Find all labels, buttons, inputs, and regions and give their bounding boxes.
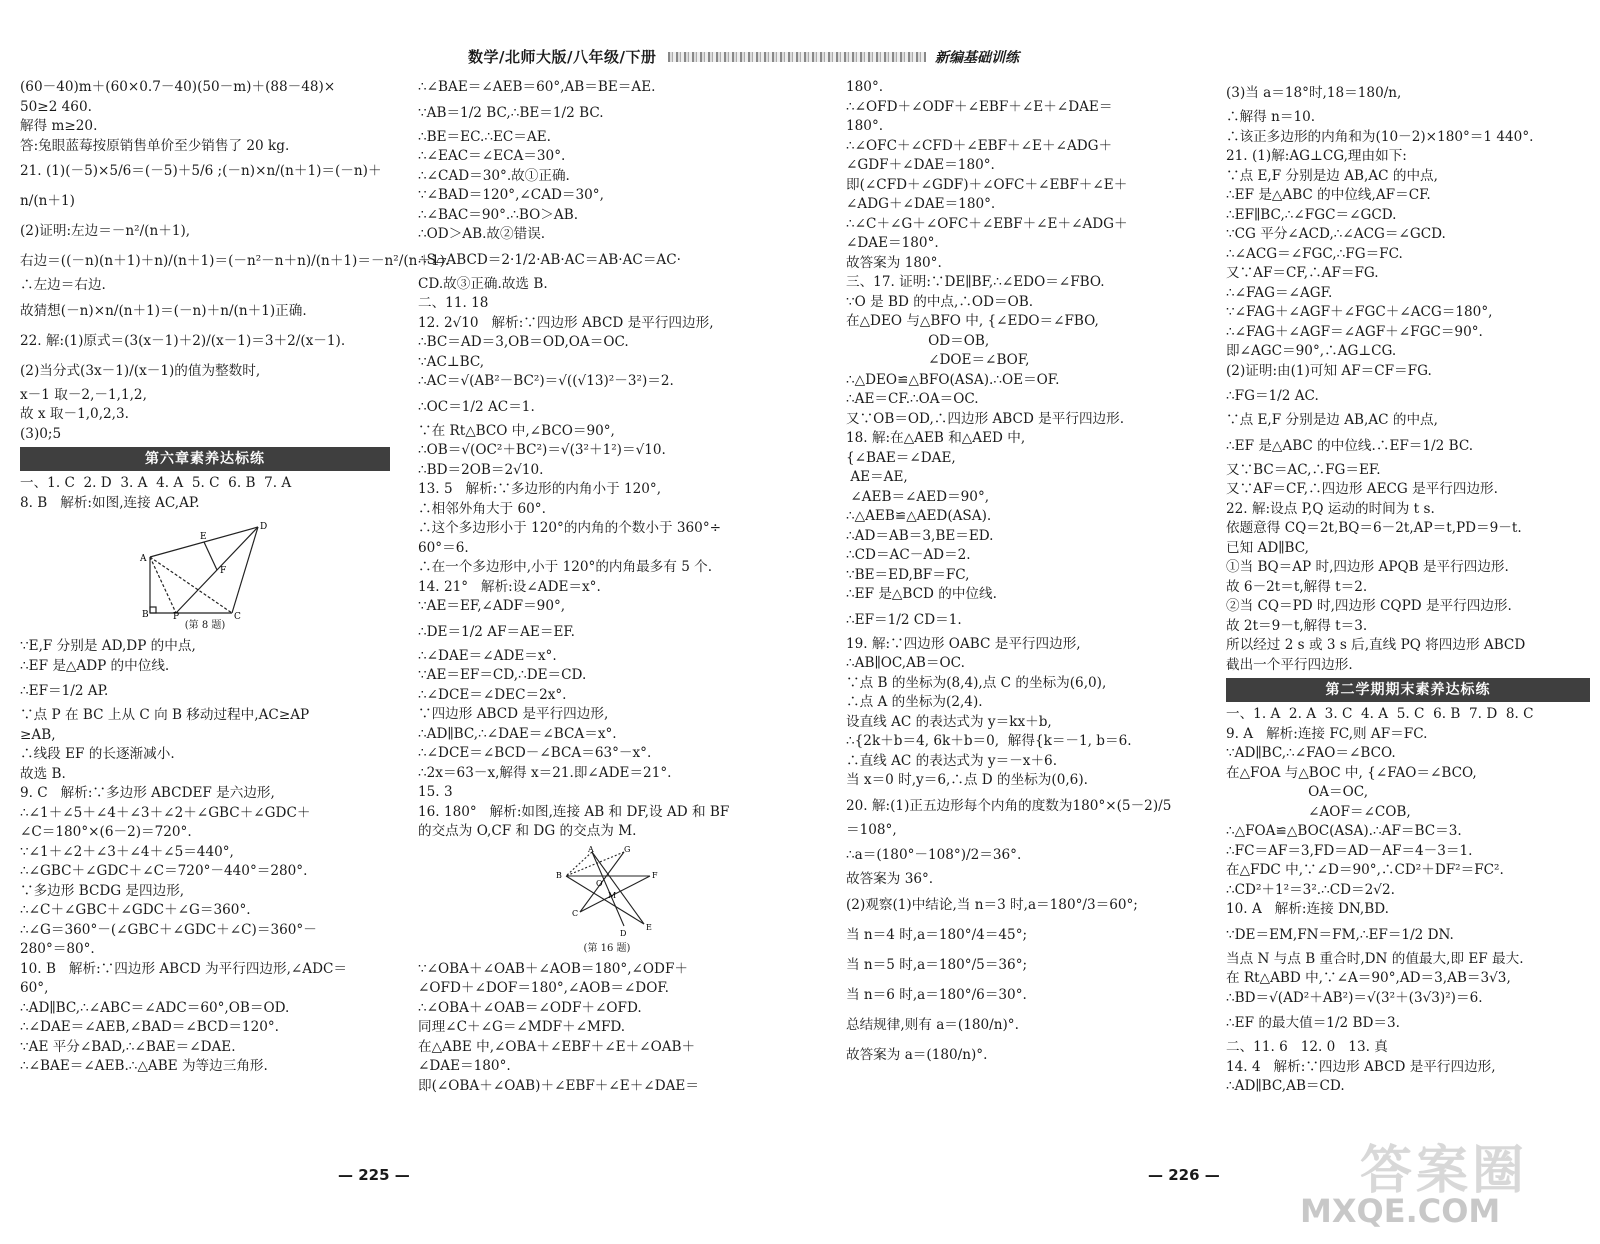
- col4-line: 已知 AD∥BC,: [1226, 539, 1309, 556]
- col2-b-line: ∵∠OBA＋∠OAB＋∠AOB＝180°,∠ODF＋: [418, 960, 688, 977]
- col1-c-line: ∵多边形 BCDG 是四边形,: [20, 882, 185, 899]
- col2-line: 14. 21° 解析:设∠ADE＝x°.: [418, 578, 601, 595]
- col2-line: 的交点为 O,CF 和 DG 的交点为 M.: [418, 823, 637, 839]
- col1-line: 答:兔眼蓝莓按原销售单价至少销售了 20 kg.: [20, 137, 290, 154]
- col3-line: 当 n＝5 时,a＝180°/5＝36°;: [846, 956, 1028, 973]
- col2-line: ∴DE＝1/2 AF＝AE＝EF.: [418, 623, 575, 640]
- col1-c-line: ∵E,F 分别是 AD,DP 的中点,: [20, 638, 196, 654]
- col2-line: 60°＝6.: [418, 539, 469, 556]
- col2-line: 12. 2√10 解析:∵四边形 ABCD 是平行四边形,: [418, 314, 714, 331]
- col4-line: 截出一个平行四边形.: [1226, 656, 1353, 673]
- watermark: [1300, 1128, 1590, 1238]
- col3-line: 设直线 AC 的表达式为 y＝kx＋b,: [846, 713, 1052, 730]
- col4-line: ∵∠FAG＋∠AGF＋∠FGC＋∠ACG＝180°,: [1226, 304, 1493, 320]
- col4-lines-a: [1226, 78, 1590, 675]
- col2-line: CD.故③正确.故选 B.: [418, 275, 548, 292]
- col3-line: ∴{2k＋b＝4, 6k＋b＝0, 解得{k＝－1, b＝6.: [846, 733, 1132, 749]
- col2-line: ∴∠CAD＝30°.故①正确.: [418, 167, 570, 184]
- col1-line: 50≥2 460.: [20, 98, 92, 115]
- col2-line: ∴∠DCE＝∠DEC＝2x°.: [418, 686, 567, 703]
- col4-b-line: ∠AOF＝∠COB,: [1226, 803, 1411, 820]
- col1-c-line: ∴∠BAE＝∠AEB.∴△ABE 为等边三角形.: [20, 1058, 268, 1074]
- col1-b-line: 一、1. C 2. D 3. A 4. A 5. C 6. B 7. A: [20, 475, 292, 491]
- col4-b-line: ∵DE＝EM,FN＝FM,∴EF＝1/2 DN.: [1226, 926, 1454, 943]
- col4-b-line: 当点 N 与点 B 重合时,DN 的值最大,即 EF 最大.: [1226, 950, 1524, 967]
- column-2: [418, 78, 796, 1096]
- col2-line: ∴BE＝EC.∴EC＝AE.: [418, 128, 551, 145]
- col2-line: ∵∠BAD＝120°,∠CAD＝30°,: [418, 187, 604, 203]
- col3-line: ∵点 B 的坐标为(8,4),点 C 的坐标为(6,0),: [846, 674, 1107, 691]
- col3-line: 又∵OB＝OD,∴四边形 ABCD 是平行四边形.: [846, 410, 1125, 427]
- col3-line: ∴△DEO≌△BFO(ASA).∴OE＝OF.: [846, 371, 1060, 388]
- col3-line: 18. 解:在△AEB 和△AED 中,: [846, 430, 1026, 446]
- col3-line: ∵O 是 BD 的中点,∴OD＝OB.: [846, 293, 1034, 310]
- col2-b-line: ∠OFD＋∠DOF＝180°,∠AOB＝∠DOF.: [418, 980, 669, 996]
- col4-b-line: OA＝OC,: [1226, 784, 1369, 800]
- col1-lines-a: [20, 78, 450, 444]
- col4-b-line: 10. A 解析:连接 DN,BD.: [1226, 901, 1389, 917]
- col3-line: ∴∠OFD＋∠ODF＋∠EBF＋∠E＋∠DAE＝: [846, 98, 1113, 115]
- col2-line: ∵AE＝EF＝CD,∴DE＝CD.: [418, 667, 587, 683]
- series-title: 新编基础训练: [935, 50, 1019, 66]
- col4-line: ∴FG＝1/2 AC.: [1226, 388, 1319, 404]
- col4-line: 故 2t＝9－t,解得 t＝3.: [1226, 617, 1368, 634]
- col4-line: 又∵AF＝CF,∴四边形 AECG 是平行四边形.: [1226, 481, 1498, 497]
- col1-line: (2)证明:左边＝－n²/(n＋1),: [20, 223, 191, 239]
- col1-line: x－1 取－2,－1,1,2,: [20, 386, 147, 403]
- col2-line: ∵在 Rt△BCO 中,∠BCO＝90°,: [418, 422, 615, 439]
- col4-b-line: ∴BD＝√(AD²＋AB²)＝√(3²＋(3√3)²)＝6.: [1226, 989, 1483, 1006]
- col2-b-line: 即(∠OBA＋∠OAB)＋∠EBF＋∠E＋∠DAE＝: [418, 1077, 699, 1094]
- figure-16: [552, 846, 662, 956]
- col1-c-line: ∠C＝180°×(6－2)＝720°.: [20, 824, 192, 840]
- col2-line: ∵AE＝EF,∠ADF＝90°,: [418, 598, 566, 614]
- col2-lines-a: [418, 78, 796, 842]
- col3-line: ∠AEB＝∠AED＝90°,: [846, 488, 990, 505]
- col3-line: 19. 解:∵四边形 OABC 是平行四边形,: [846, 635, 1081, 652]
- col3-line: 20. 解:(1)正五边形每个内角的度数为180°×(5－2)/5: [846, 797, 1172, 814]
- col3-line: ∴CD＝AC－AD＝2.: [846, 547, 971, 563]
- col2-line: ∵AB＝1/2 BC,∴BE＝1/2 BC.: [418, 104, 604, 121]
- col2-line: ∴OC＝1/2 AC＝1.: [418, 398, 535, 415]
- figure-8: [140, 517, 270, 633]
- col4-line: 又∵AF＝CF,∴AF＝FG.: [1226, 265, 1379, 281]
- col4-b-line: 9. A 解析:连接 FC,则 AF＝FC.: [1226, 725, 1428, 742]
- col4-line: ∵点 E,F 分别是边 AB,AC 的中点,: [1226, 412, 1438, 428]
- fig16-label-e: E: [646, 922, 652, 932]
- fig8-label-d: D: [260, 522, 268, 532]
- col3-line: 总结规律,则有 a＝(180/n)°.: [846, 1016, 1019, 1033]
- col4-b-line: 一、1. A 2. A 3. C 4. A 5. C 6. B 7. D 8. C: [1226, 706, 1534, 722]
- col1-line: 故 x 取－1,0,2,3.: [20, 406, 129, 422]
- col1-c-line: ∵∠1＋∠2＋∠3＋∠4＋∠5＝440°,: [20, 843, 234, 860]
- col1-c-line: 280°＝80°.: [20, 941, 95, 957]
- col2-line: ∴∠DAE＝∠ADE＝x°.: [418, 647, 557, 664]
- col2-line: ∵四边形 ABCD 是平行四边形,: [418, 706, 609, 722]
- col3-line: 180°.: [846, 79, 884, 95]
- col2-line: ∴∠BAE＝∠AEB＝60°,AB＝BE＝AE.: [418, 79, 656, 95]
- figure-8-caption: (第 8 题): [184, 620, 226, 631]
- fig16-label-g: G: [624, 844, 631, 854]
- col3-line: ∠DAE＝180°.: [846, 235, 939, 251]
- col4-line: 故 6－2t＝t,解得 t＝2.: [1226, 578, 1368, 595]
- col4-b-line: 在 Rt△ABD 中,∵∠A＝90°,AD＝3,AB＝3√3,: [1226, 970, 1511, 986]
- col4-line: ∴该正多边形的内角和为(10－2)×180°＝1 440°.: [1226, 128, 1534, 145]
- figure-16-diagram: [552, 846, 662, 942]
- col1-line: 故猜想(－n)×n/(n＋1)＝(－n)＋n/(n＋1)正确.: [20, 302, 307, 319]
- col3-line: (2)观察(1)中结论,当 n＝3 时,a＝180°/3＝60°;: [846, 896, 1138, 913]
- col2-line: ∵AC⊥BC,: [418, 353, 485, 370]
- col4-b-line: ∴EF 的最大值＝1/2 BD＝3.: [1226, 1015, 1400, 1031]
- col4-line: ∵点 E,F 分别是边 AB,AC 的中点,: [1226, 167, 1438, 184]
- col3-line: ∴∠C＋∠G＋∠OFC＋∠EBF＋∠E＋∠ADG＋: [846, 215, 1128, 232]
- col3-line: ∴△AEB≌△AED(ASA).: [846, 508, 992, 524]
- col2-line: ∴AC＝√(AB²－BC²)＝√((√13)²－3²)＝2.: [418, 373, 674, 389]
- col4-line: 22. 解:设点 P,Q 运动的时间为 t s.: [1226, 500, 1435, 517]
- column-4: [1226, 78, 1590, 1097]
- col2-line: ∴OB＝√(OC²＋BC²)＝√(3²＋1²)＝√10.: [418, 442, 666, 458]
- col1-c-line: ∵点 P 在 BC 上从 C 向 B 移动过程中,AC≥AP: [20, 707, 310, 723]
- col3-line: OD＝OB,: [846, 332, 990, 349]
- figure-16-caption: (第 16 题): [583, 942, 631, 954]
- fig16-label-m: M: [608, 890, 617, 900]
- fig8-label-f: F: [220, 566, 227, 576]
- col3-lines: [846, 78, 1176, 1070]
- col1-line: (2)当分式(3x－1)/(x－1)的值为整数时,: [20, 362, 261, 379]
- col4-b-line: ∴△FOA≌△BOC(ASA).∴AF＝BC＝3.: [1226, 823, 1462, 839]
- col2-line: ∴AD∥BC,∴∠DAE＝∠BCA＝x°.: [418, 725, 617, 742]
- col1-line: (60－40)m＋(60×0.7－40)(50－m)＋(88－48)×: [20, 79, 336, 95]
- col1-line: n/(n＋1): [20, 193, 75, 209]
- col2-line: ∴S▱ABCD＝2·1/2·AB·AC＝AB·AC＝AC·: [418, 251, 681, 268]
- fig8-label-b: B: [142, 610, 149, 620]
- col1-c-line: ∴EF＝1/2 AP.: [20, 683, 109, 699]
- col4-line: 所以经过 2 s 或 3 s 后,直线 PQ 将四边形 ABCD: [1226, 637, 1526, 653]
- col3-line: 在△DEO 与△BFO 中, {∠EDO＝∠FBO,: [846, 313, 1099, 329]
- col3-line: 180°.: [846, 118, 884, 134]
- col3-line: {∠BAE＝∠DAE,: [846, 449, 956, 466]
- col1-c-line: ∵AE 平分∠BAD,∴∠BAE＝∠DAE.: [20, 1038, 236, 1055]
- col2-b-line: ∠DAE＝180°.: [418, 1058, 511, 1074]
- col2-b-line: 在△ABE 中,∠OBA＋∠EBF＋∠E＋∠OAB＋: [418, 1038, 696, 1055]
- watermark-logo: 答案圈: [1360, 1141, 1529, 1201]
- col4-line: ∴EF 是△ABC 的中位线.∴EF＝1/2 BC.: [1226, 437, 1474, 454]
- col2-line: ∴BC＝AD＝3,OB＝OD,OA＝OC.: [418, 334, 629, 350]
- col2-line: 15. 3: [418, 784, 453, 800]
- col1-c-line: 9. C 解析:∵多边形 ABCDEF 是六边形,: [20, 785, 275, 801]
- col3-line: ∴a＝(180°－108°)/2＝36°.: [846, 847, 1022, 863]
- col4-b-line: 在△FDC 中,∵∠D＝90°,∴CD²＋DF²＝FC².: [1226, 862, 1504, 878]
- fig16-label-f: F: [652, 870, 658, 880]
- col3-line: 当 x＝0 时,y＝6,∴点 D 的坐标为(0,6).: [846, 772, 1088, 788]
- col1-c-line: ∴AD∥BC,∴∠ABC＝∠ADC＝60°,OB＝OD.: [20, 999, 290, 1016]
- col2-line: ∴OD＞AB.故②错误.: [418, 226, 546, 242]
- col3-line: ∴直线 AC 的表达式为 y＝－x＋6.: [846, 752, 1058, 769]
- page-header: [0, 42, 1600, 72]
- col3-line: ∴EF 是△BCD 的中位线.: [846, 586, 997, 602]
- col3-line: AE＝AE,: [846, 469, 908, 485]
- col1-line: 右边＝((－n)(n＋1)＋n)/(n＋1)＝(－n²－n＋n)/(n＋1)＝－n²/(n＋1).: [20, 253, 450, 269]
- col4-line: ∴EF 是△ABC 的中位线,AF＝CF.: [1226, 187, 1431, 203]
- col1-b-line: 8. B 解析:如图,连接 AC,AP.: [20, 494, 200, 511]
- col1-c-line: ∴∠G＝360°－(∠GBC＋∠GDC＋∠C)＝360°－: [20, 921, 317, 938]
- fig16-label-c: C: [572, 908, 579, 918]
- col3-line: ∴AB∥OC,AB＝OC.: [846, 655, 965, 671]
- figure-8-diagram: [140, 517, 270, 622]
- section-banner-chapter6: 第六章素养达标练: [20, 447, 390, 471]
- col3-line: ∴∠OFC＋∠CFD＋∠EBF＋∠E＋∠ADG＋: [846, 137, 1113, 154]
- col1-lines-b: [20, 474, 390, 513]
- col4-line: (3)当 a＝18°时,18＝180/n,: [1226, 85, 1402, 101]
- col3-line: ∴点 A 的坐标为(2,4).: [846, 694, 983, 710]
- col3-line: ∴AE＝CF.∴OA＝OC.: [846, 391, 979, 407]
- col1-c-line: ∴线段 EF 的长逐渐减小.: [20, 746, 175, 762]
- section-banner-final: 第二学期期末素养达标练: [1226, 678, 1590, 702]
- col3-line: ∴AD＝AB＝3,BE＝ED.: [846, 527, 994, 544]
- col1-c-line: 60°,: [20, 980, 49, 996]
- col4-line: ∴∠ACG＝∠FGC,∴FG＝FC.: [1226, 245, 1403, 262]
- col3-line: 当 n＝4 时,a＝180°/4＝45°;: [846, 926, 1028, 943]
- col4-line: 21. (1)解:AG⊥CG,理由如下:: [1226, 148, 1407, 164]
- col1-c-line: ∴∠1＋∠5＋∠4＋∠3＋∠2＋∠GBC＋∠GDC＋: [20, 804, 311, 821]
- col3-line: ∵BE＝ED,BF＝FC,: [846, 566, 970, 583]
- col1-c-line: 10. B 解析:∵四边形 ABCD 为平行四边形,∠ADC＝: [20, 960, 348, 977]
- col2-line: ∴∠DCE＝∠BCD－∠BCA＝63°－x°.: [418, 745, 652, 761]
- col4-lines-b: [1226, 705, 1590, 1097]
- col2-lines-b: [418, 960, 796, 1097]
- fig8-label-p: P: [173, 612, 180, 622]
- col3-line: ∠DOE＝∠BOF,: [846, 352, 1030, 368]
- col4-line: ②当 CQ＝PD 时,四边形 CQPD 是平行四边形.: [1226, 598, 1512, 614]
- col4-b-line: 二、11. 6 12. 0 13. 真: [1226, 1039, 1388, 1055]
- col2-line: ∴相邻外角大于 60°.: [418, 500, 546, 517]
- col3-line: ∴EF＝1/2 CD＝1.: [846, 611, 962, 628]
- col1-c-line: ∴∠C＋∠GBC＋∠GDC＋∠G＝360°.: [20, 902, 251, 918]
- col3-line: 故答案为 180°.: [846, 254, 942, 271]
- col4-line: ∴∠FAG＋∠AGF＝∠AGF＋∠FGC＝90°.: [1226, 323, 1483, 340]
- page-number-left: — 225 —: [338, 1166, 410, 1184]
- col1-line: ∴左边＝右边.: [20, 277, 106, 293]
- col2-line: ∴∠BAC＝90°.∴BO＞AB.: [418, 206, 579, 223]
- col4-line: ∵CG 平分∠ACD,∴∠ACG＝∠GCD.: [1226, 226, 1446, 242]
- col1-c-line: ∴∠DAE＝∠AEB,∠BAD＝∠BCD＝120°.: [20, 1019, 279, 1035]
- col2-line: 二、11. 18: [418, 295, 489, 311]
- col1-c-line: 故选 B.: [20, 765, 66, 782]
- col4-line: ①当 BQ＝AP 时,四边形 APQB 是平行四边形.: [1226, 559, 1509, 575]
- col3-line: ∠ADG＋∠DAE＝180°.: [846, 196, 996, 212]
- fig8-label-e: E: [200, 532, 207, 542]
- col1-lines-c: [20, 637, 390, 1077]
- col3-line: 当 n＝6 时,a＝180°/6＝30°.: [846, 986, 1027, 1003]
- col3-line: ＝108°,: [846, 821, 897, 838]
- col3-line: 故答案为 36°.: [846, 871, 934, 887]
- col3-line: 故答案为 a＝(180/n)°.: [846, 1046, 988, 1063]
- fig16-label-d: D: [620, 928, 627, 938]
- col2-b-line: 同理∠C＋∠G＝∠MDF＋∠MFD.: [418, 1019, 626, 1035]
- col1-c-line: ∴∠GBC＋∠GDC＋∠C＝720°－440°＝280°.: [20, 863, 308, 879]
- col4-b-line: 14. 4 解析:∵四边形 ABCD 是平行四边形,: [1226, 1058, 1496, 1075]
- col1-line: 解得 m≥20.: [20, 118, 98, 134]
- book-title: 数学/北师大版/八年级/下册: [468, 48, 657, 66]
- col2-b-line: ∴∠OBA＋∠OAB＝∠ODF＋∠OFD.: [418, 999, 642, 1016]
- col4-b-line: 在△FOA 与△BOC 中, {∠FAO＝∠BCO,: [1226, 764, 1477, 781]
- col2-line: ∴∠EAC＝∠ECA＝30°.: [418, 148, 566, 164]
- fig8-label-c: C: [234, 612, 241, 622]
- col3-line: ∠GDF＋∠DAE＝180°.: [846, 157, 995, 173]
- col4-b-line: ∴AD∥BC,AB＝CD.: [1226, 1078, 1345, 1094]
- col4-line: ∴解得 n＝10.: [1226, 109, 1316, 125]
- col4-line: ∴∠FAG＝∠AGF.: [1226, 284, 1333, 301]
- col4-b-line: ∴CD²＋1²＝3².∴CD＝2√2.: [1226, 881, 1395, 898]
- col4-b-line: ∴FC＝AF＝3,FD＝AD－AF＝4－3＝1.: [1226, 842, 1473, 859]
- column-3: [846, 78, 1176, 1070]
- col2-line: ∴在一个多边形中,小于 120°的内角最多有 5 个.: [418, 559, 713, 575]
- col2-line: ∴这个多边形小于 120°的内角的个数小于 360°÷: [418, 520, 722, 536]
- page-number-right: — 226 —: [1148, 1166, 1220, 1184]
- fig8-label-a: A: [140, 554, 147, 564]
- col2-line: ∴2x＝63－x,解得 x＝21.即∠ADE＝21°.: [418, 764, 672, 781]
- col4-line: ∴EF∥BC,∴∠FGC＝∠GCD.: [1226, 206, 1397, 223]
- fig16-label-a: A: [588, 844, 594, 854]
- col1-line: 21. (1)(－5)×5/6＝(－5)＋5/6 ;(－n)×n/(n＋1)＝(－n)＋: [20, 163, 382, 179]
- watermark-url: MXQE.COM: [1300, 1192, 1501, 1230]
- col1-line: (3)0;5: [20, 425, 62, 442]
- col2-line: 16. 180° 解析:如图,连接 AB 和 DF,设 AD 和 BF: [418, 803, 730, 820]
- col2-line: ∴BD＝2OB＝2√10.: [418, 461, 544, 478]
- col2-line: 13. 5 解析:∵多边形的内角小于 120°,: [418, 481, 662, 497]
- col3-line: 三、17. 证明:∵DE∥BF,∴∠EDO＝∠FBO.: [846, 274, 1105, 290]
- col3-line: 即(∠CFD＋∠GDF)＋∠OFC＋∠EBF＋∠E＋: [846, 176, 1128, 193]
- fig16-label-o: O: [596, 878, 603, 888]
- col1-c-line: ∴EF 是△ADP 的中位线.: [20, 657, 170, 674]
- col1-line: 22. 解:(1)原式＝(3(x－1)＋2)/(x－1)＝3＋2/(x－1).: [20, 332, 346, 349]
- col4-b-line: ∵AD∥BC,∴∠FAO＝∠BCO.: [1226, 745, 1396, 761]
- col4-line: 又∵BC＝AC,∴FG＝EF.: [1226, 461, 1381, 478]
- col4-line: (2)证明:由(1)可知 AF＝CF＝FG.: [1226, 362, 1432, 379]
- col1-c-line: ≥AB,: [20, 726, 56, 743]
- fig16-label-b: B: [556, 870, 562, 880]
- header-decorative-bar: [668, 52, 926, 62]
- col4-line: 依题意得 CQ＝2t,BQ＝6－2t,AP＝t,PD＝9－t.: [1226, 520, 1522, 536]
- col4-line: 即∠AGC＝90°,∴AG⊥CG.: [1226, 343, 1397, 359]
